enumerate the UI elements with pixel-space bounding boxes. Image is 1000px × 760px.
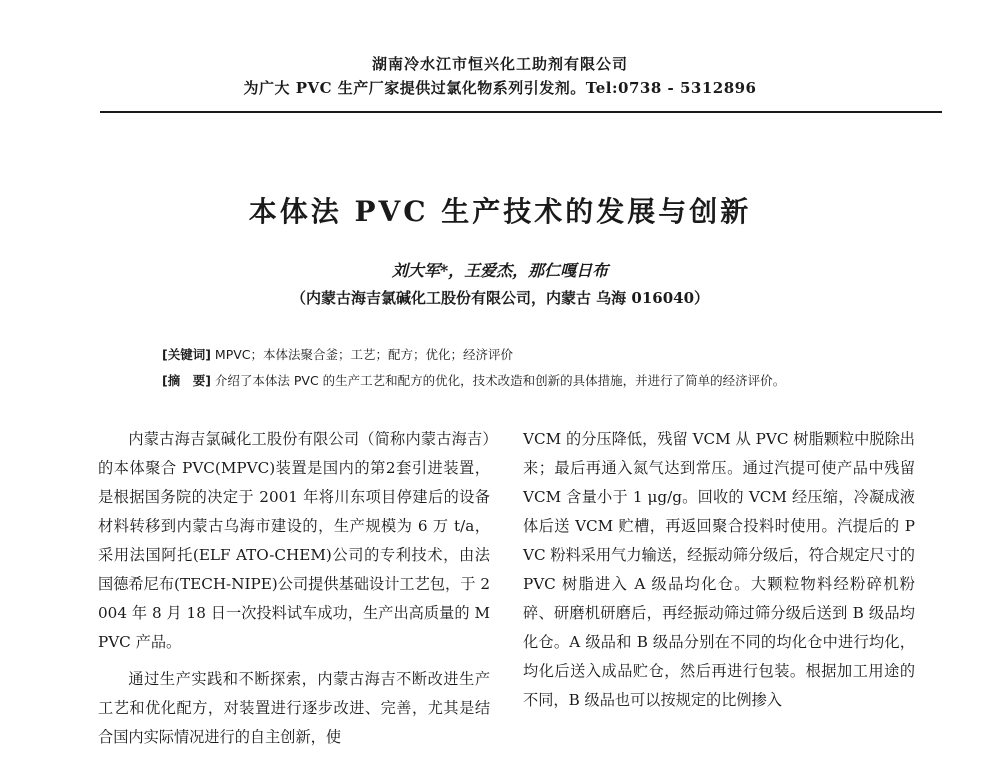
header-rule <box>100 111 942 113</box>
body-paragraph: 通过生产实践和不断探索，内蒙古海吉不断改进生产工艺和优化配方，对装置进行逐步改进、完善，尤其是结合国内实际情况进行的自主创新，使 <box>98 670 490 746</box>
journal-header-ad <box>0 52 1000 100</box>
article-affiliation: （内蒙古海吉氯碱化工股份有限公司，内蒙古 乌海 016040） <box>290 289 710 307</box>
header-ad-line: 为广大 PVC 生产厂家提供过氯化物系列引发剂。Tel:0738 - 5312896 <box>243 79 757 97</box>
keywords-label: [关键词] <box>162 347 211 362</box>
body-column-left <box>98 425 490 760</box>
body-column-right <box>523 425 915 723</box>
keywords-line <box>162 346 952 364</box>
header-company-line: 湖南冷水江市恒兴化工助剂有限公司 <box>371 55 628 73</box>
abstract-line <box>162 372 952 390</box>
keywords-text: MPVC；本体法聚合釜；工艺；配方；优化；经济评价 <box>214 347 514 362</box>
article-title: 本体法 PVC 生产技术的发展与创新 <box>248 195 752 228</box>
abstract-text: 介绍了本体法 PVC 的生产工艺和配方的优化，技术改造和创新的具体措施，并进行了简单的经济评价。 <box>214 373 786 388</box>
body-paragraph: VCM 的分压降低，残留 VCM 从 PVC 树脂颗粒中脱除出来；最后再通入氮气达到常压。通过汽提可使产品中残留 VCM 含量小于 1 μg/g。回收的 VCM 经压缩，冷凝成液体后送 VCM 贮槽，再返回聚合投料时使用。汽提后的 PVC 粉料采用气力输送，经振动筛分级后，符合规定尺寸的 PVC 树脂进入 A 级品均化仓。大颗粒物料经粉碎机粉碎、研磨机研磨后，再经振动筛过筛分级后送到 B 级品均化仓。A 级品和 B 级品分别在不同的均化仓中进行均化，均化后送入成品贮仓，然后再进行包装。根据加工用途的不同，B 级品也可以按规定的比例掺入 <box>523 430 915 709</box>
abstract-label: [摘 要] <box>162 373 211 388</box>
body-paragraph: 内蒙古海吉氯碱化工股份有限公司（简称内蒙古海吉）的本体聚合 PVC(MPVC)装置是国内的第2套引进装置，是根据国务院的决定于 2001 年将川东项目停建后的设备材料转移到内蒙古乌海市建设的，生产规模为 6 万 t/a，采用法国阿托(ELF ATO-CHEM)公司的专利技术，由法国德希尼布(TECH-NIPE)公司提供基础设计工艺包，于 2004 年 8 月 18 日一次投料试车成功，生产出高质量的 MPVC 产品。 <box>98 430 490 651</box>
article-authors: 刘大军*，王爱杰，那仁嘎日布 <box>391 261 609 280</box>
